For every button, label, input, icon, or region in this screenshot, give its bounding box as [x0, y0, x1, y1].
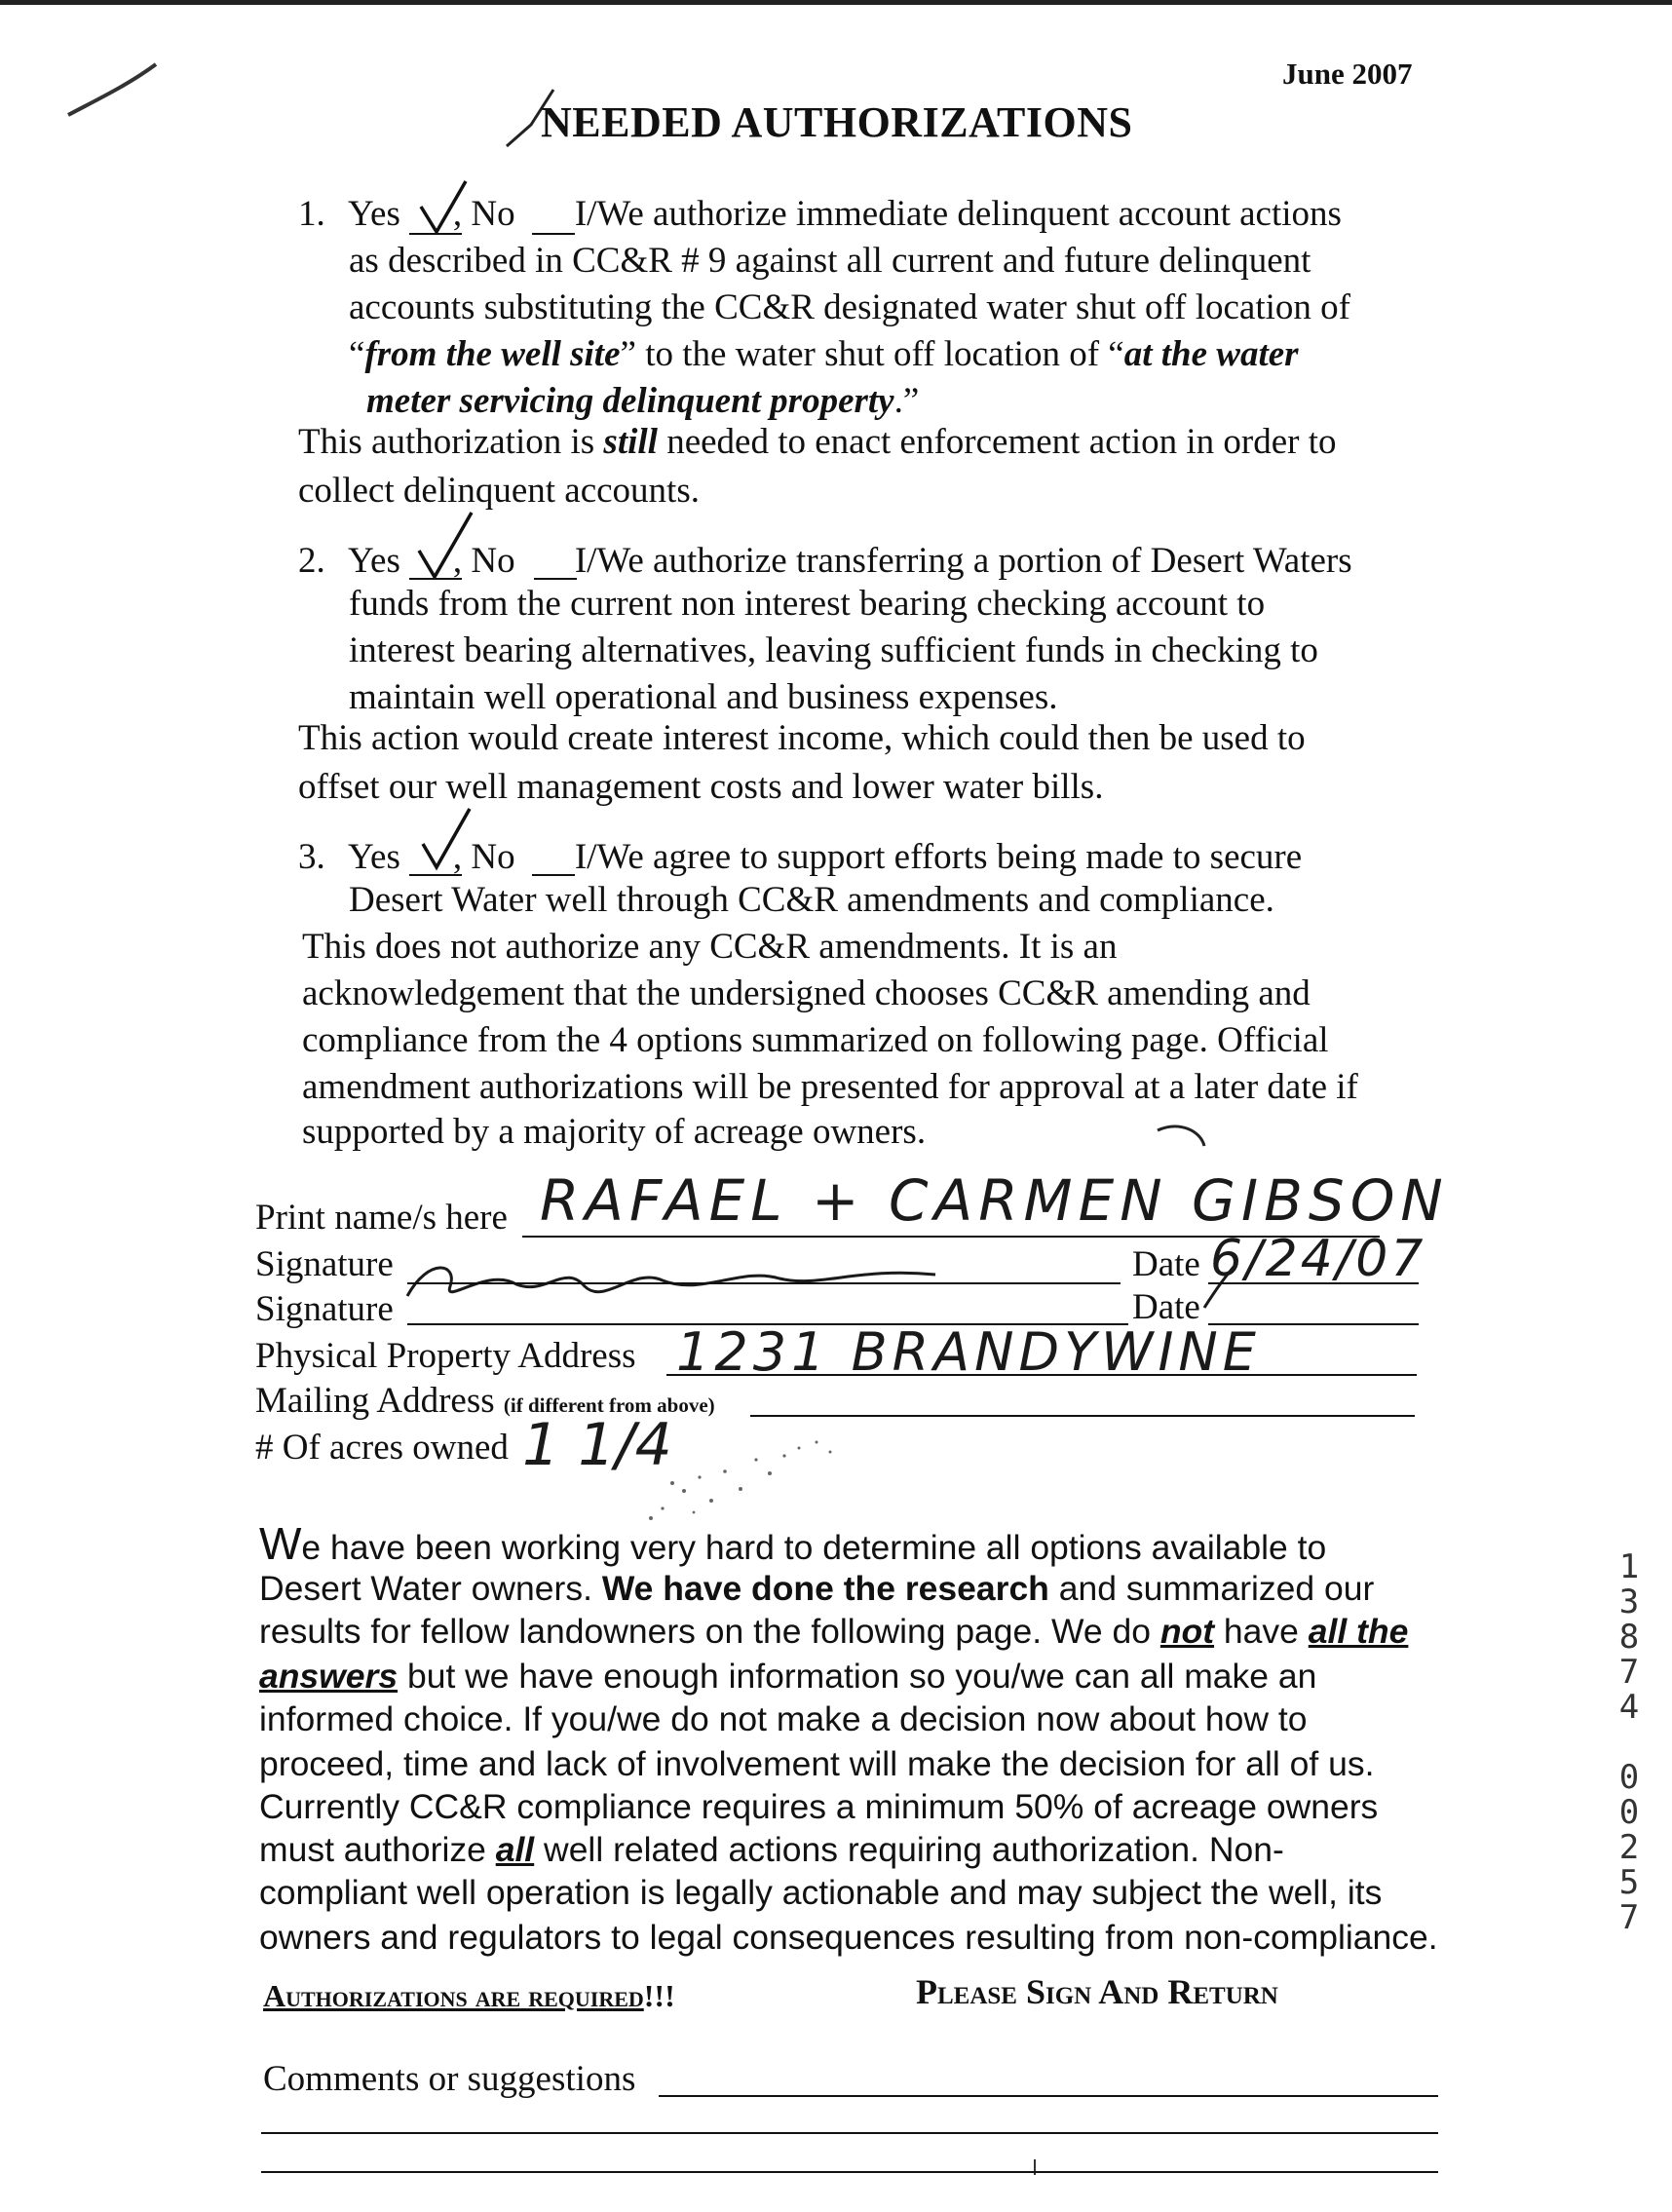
- item-3-yes: Yes: [348, 837, 400, 877]
- item-1-quote-2: at the water: [1123, 334, 1299, 374]
- date-2-label: Date: [1132, 1287, 1200, 1327]
- code-char: 7: [1618, 1653, 1640, 1692]
- code-char: 0: [1618, 1793, 1640, 1832]
- para-l3-all: all the: [1308, 1612, 1409, 1651]
- para-l2-bold: We have done the research: [601, 1569, 1049, 1608]
- item-1-quote-2b: meter servicing delinquent property: [366, 381, 894, 421]
- code-char: 5: [1618, 1863, 1640, 1902]
- item-2-note-1: This action would create interest income, which could then be used to: [298, 718, 1306, 758]
- address-label: Physical Property Address: [255, 1336, 636, 1376]
- item-1-text-4: meter servicing delinquent property.”: [366, 381, 920, 421]
- para-line-7: Currently CC&R compliance requires a minimum 50% of acreage owners: [259, 1787, 1379, 1826]
- item-3-note-2: acknowledgement that the undersigned chooses CC&R amending and: [302, 973, 1311, 1013]
- para-l8-post: well related actions requiring authorization. Non-: [534, 1830, 1284, 1869]
- comments-field-3[interactable]: [261, 2171, 1438, 2173]
- date-value: 6/24/07: [1210, 1230, 1426, 1288]
- page-title: NEEDED AUTHORIZATIONS: [541, 98, 1133, 146]
- print-name-value: RAFAEL + CARMEN GIBSON: [540, 1167, 1449, 1234]
- item-2-text-3: maintain well operational and business expenses.: [349, 677, 1058, 717]
- signature-field[interactable]: [407, 1282, 1121, 1284]
- item-2-text-1: funds from the current non interest bearing checking account to: [349, 584, 1266, 624]
- arc-mark: [1158, 1126, 1204, 1146]
- para-l4-answers: answers: [259, 1657, 399, 1696]
- please-sign: [916, 1968, 1278, 2015]
- acres-value: 1 1/4: [522, 1411, 672, 1479]
- signature-label: Signature: [255, 1244, 394, 1284]
- please-sign-text: Please Sign And Return: [916, 1972, 1278, 2011]
- print-name-label: Print name/s here: [255, 1198, 508, 1238]
- code-char: 0: [1618, 1758, 1640, 1797]
- para-l4-post: but we have enough information so you/we can all make an: [398, 1657, 1317, 1696]
- para-l2-pre: Desert Water owners.: [259, 1569, 602, 1608]
- code-char: 7: [1618, 1898, 1640, 1937]
- para-l2-post: and summarized our: [1048, 1569, 1375, 1608]
- item-3-line-1: [298, 834, 1302, 881]
- comments-field-2[interactable]: [261, 2132, 1438, 2134]
- code-char: 1: [1618, 1547, 1640, 1586]
- para-line-3: [259, 1610, 1408, 1653]
- code-char: [1610, 1725, 1649, 1760]
- document-date: June 2007: [1282, 57, 1413, 91]
- para-line-4: [259, 1655, 1316, 1697]
- para-l3-pre: results for fellow landowners on the following page. We do: [259, 1612, 1160, 1651]
- item-2-note-2: offset our well management costs and lower water bills.: [298, 767, 1104, 807]
- item-1-mid: to the water shut off location of: [635, 334, 1109, 374]
- mailing-field[interactable]: [750, 1415, 1415, 1417]
- para-first-letter: W: [259, 1518, 302, 1569]
- code-char: 8: [1618, 1618, 1640, 1657]
- code-char: 3: [1618, 1583, 1640, 1621]
- date-label: Date: [1132, 1244, 1200, 1284]
- para-line-2: [259, 1567, 1374, 1610]
- para-l8-pre: must authorize: [259, 1830, 496, 1869]
- item-2-line-1: [298, 538, 1352, 585]
- para-line-10: owners and regulators to legal consequences resulting from non-compliance.: [259, 1918, 1438, 1957]
- signature-value: [682, 1253, 690, 1254]
- para-line-6: proceed, time and lack of involvement will make the decision for all of us.: [259, 1744, 1375, 1783]
- acres-label: # Of acres owned: [255, 1428, 509, 1468]
- item-2-number: 2.: [298, 541, 325, 581]
- item-1-text-0: I/We authorize immediate delinquent account actions: [574, 194, 1342, 234]
- para-l8-all: all: [495, 1830, 535, 1869]
- item-1-note-post: needed to enact enforcement action in order to: [657, 422, 1337, 462]
- item-3-no: , No: [452, 837, 515, 877]
- item-1-note-pre: This authorization is: [298, 422, 604, 462]
- para-l1: e have been working very hard to determine all options available to: [301, 1528, 1327, 1567]
- mailing-note: (if different from above): [503, 1393, 715, 1417]
- side-document-code: [1610, 1549, 1649, 1935]
- item-2-no: , No: [452, 541, 515, 581]
- item-2-text-0: I/We authorize transferring a portion of Desert Waters: [574, 541, 1352, 581]
- authorizations-exclaim: !!!: [643, 1978, 675, 2013]
- item-3-note-5: supported by a majority of acreage owners.: [302, 1112, 927, 1152]
- item-1-note-2: collect delinquent accounts.: [298, 471, 700, 511]
- item-1-line-1: [298, 191, 1342, 238]
- item-2-text-2: interest bearing alternatives, leaving sufficient funds in checking to: [349, 630, 1318, 670]
- signature-2-label: Signature: [255, 1289, 394, 1329]
- para-line-5: informed choice. If you/we do not make a decision now about how to: [259, 1699, 1308, 1738]
- para-l3-mid: have: [1214, 1612, 1309, 1651]
- item-1-text-1: as described in CC&R # 9 against all current and future delinquent: [349, 241, 1311, 281]
- para-l3-not: not: [1159, 1612, 1215, 1651]
- item-2-yes: Yes: [348, 541, 400, 581]
- item-1-text-3: “from the well site” to the water shut off location of “at the water: [349, 334, 1299, 374]
- item-1-quote-1: from the well site: [364, 334, 621, 374]
- para-line-1: [259, 1518, 1327, 1569]
- address-value: 1231 BRANDYWINE: [676, 1321, 1261, 1383]
- code-char: 4: [1618, 1688, 1640, 1727]
- item-3-text-1: Desert Water well through CC&R amendments and compliance.: [349, 880, 1274, 920]
- item-1-note-emph: still: [603, 422, 658, 462]
- item-1-note-1: [298, 419, 1336, 466]
- item-1-yes: Yes: [348, 194, 400, 234]
- item-3-number: 3.: [298, 837, 325, 877]
- para-line-8: [259, 1828, 1284, 1871]
- code-char: 2: [1618, 1828, 1640, 1867]
- item-3-text-0: I/We agree to support efforts being made to secure: [574, 837, 1303, 877]
- para-line-9: compliant well operation is legally actionable and may subject the well, its: [259, 1873, 1383, 1912]
- item-3-note-3: compliance from the 4 options summarized on following page. Official: [302, 1020, 1329, 1060]
- comments-label: Comments or suggestions: [263, 2059, 636, 2099]
- item-3-note-1: This does not authorize any CC&R amendments. It is an: [302, 927, 1118, 967]
- authorizations-required-text: Authorizations are required: [263, 1978, 644, 2013]
- authorizations-required: [263, 1972, 675, 2019]
- mailing-label-text: Mailing Address: [255, 1381, 495, 1421]
- item-3-note-4: amendment authorizations will be presented for approval at a later date if: [302, 1067, 1358, 1107]
- comments-field-1[interactable]: [659, 2095, 1438, 2097]
- item-1-no: , No: [452, 194, 515, 234]
- item-1-number: 1.: [298, 194, 325, 234]
- item-1-text-2: accounts substituting the CC&R designated water shut off location of: [349, 287, 1350, 327]
- scan-noise: [649, 1441, 832, 1521]
- stray-mark: [68, 64, 156, 115]
